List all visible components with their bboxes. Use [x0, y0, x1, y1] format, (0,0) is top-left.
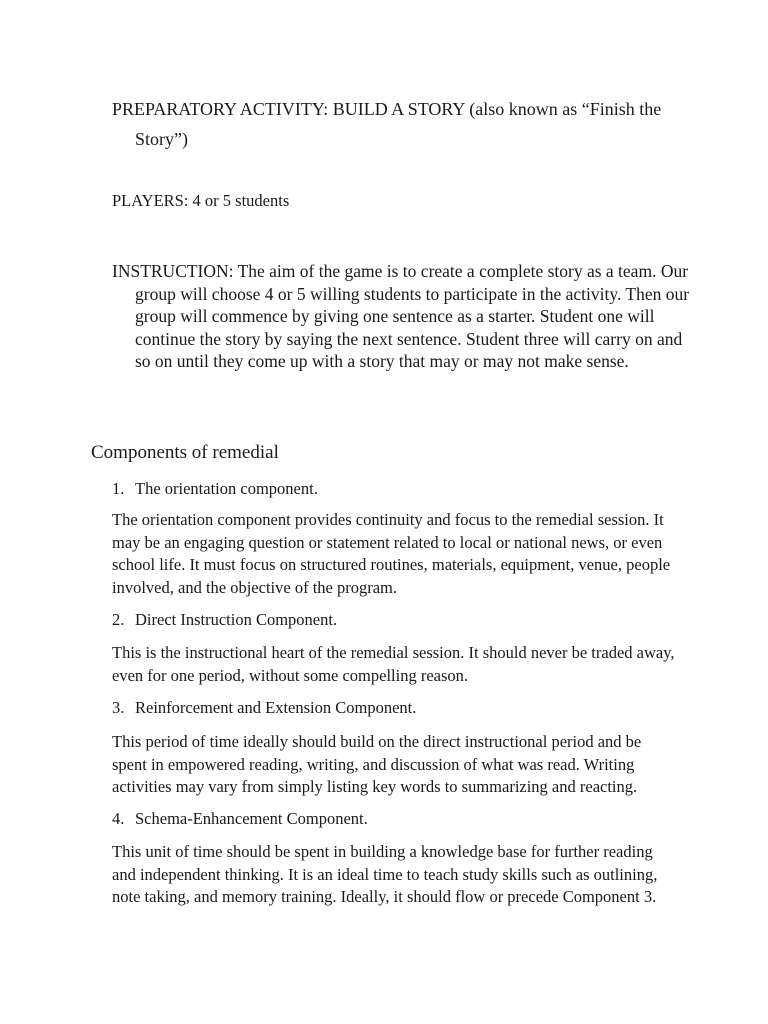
component-4-body: This unit of time should be spent in building a knowledge base for further reading and independent thinking. It is an ideal time to teach study skills such as outlining, note taking, and memory training. Ideally, it should flow or precede Component 3. — [112, 842, 658, 906]
component-1-number: 1. — [112, 479, 125, 498]
component-4-heading — [112, 808, 368, 830]
component-3-body: This period of time ideally should build on the direct instructional period and be spent in empowered reading, writing, and discussion of what was read. Writing activities may vary from simply listing key words to summarizing and reacting. — [112, 732, 642, 796]
instruction-paragraph: INSTRUCTION: The aim of the game is to create a complete story as a team. Our group will choose 4 or 5 willing students to participate in the activity. Then our group will commence by giving one sentence as a starter. Student one will continue the story by saying the next sentence. Student three will carry on and so on until they come up with a story that may or may not make sense. — [112, 261, 690, 371]
component-1-heading — [112, 478, 318, 500]
component-3-heading — [112, 697, 416, 719]
players-line: PLAYERS: 4 or 5 students — [112, 191, 290, 210]
components-heading: Components of remedial — [91, 442, 279, 463]
component-2-body: This is the instructional heart of the remedial session. It should never be traded away, even for one period, without some compelling reason. — [112, 643, 675, 685]
component-1-body: The orientation component provides continuity and focus to the remedial session. It may be an engaging question or statement related to local or national news, or even school life. It must focus on structured routines, materials, equipment, venue, people involved, and the objective of the program. — [112, 510, 671, 597]
component-4-title: Schema-Enhancement Component. — [135, 809, 368, 828]
component-2-number: 2. — [112, 610, 125, 629]
component-1-title: The orientation component. — [135, 479, 318, 498]
component-2-title: Direct Instruction Component. — [135, 610, 338, 629]
component-2-heading — [112, 609, 337, 631]
component-4-number: 4. — [112, 809, 125, 828]
component-3-number: 3. — [112, 698, 125, 717]
component-3-title: Reinforcement and Extension Component. — [135, 698, 417, 717]
activity-title: PREPARATORY ACTIVITY: BUILD A STORY (also known as “Finish the Story”) — [112, 99, 662, 149]
